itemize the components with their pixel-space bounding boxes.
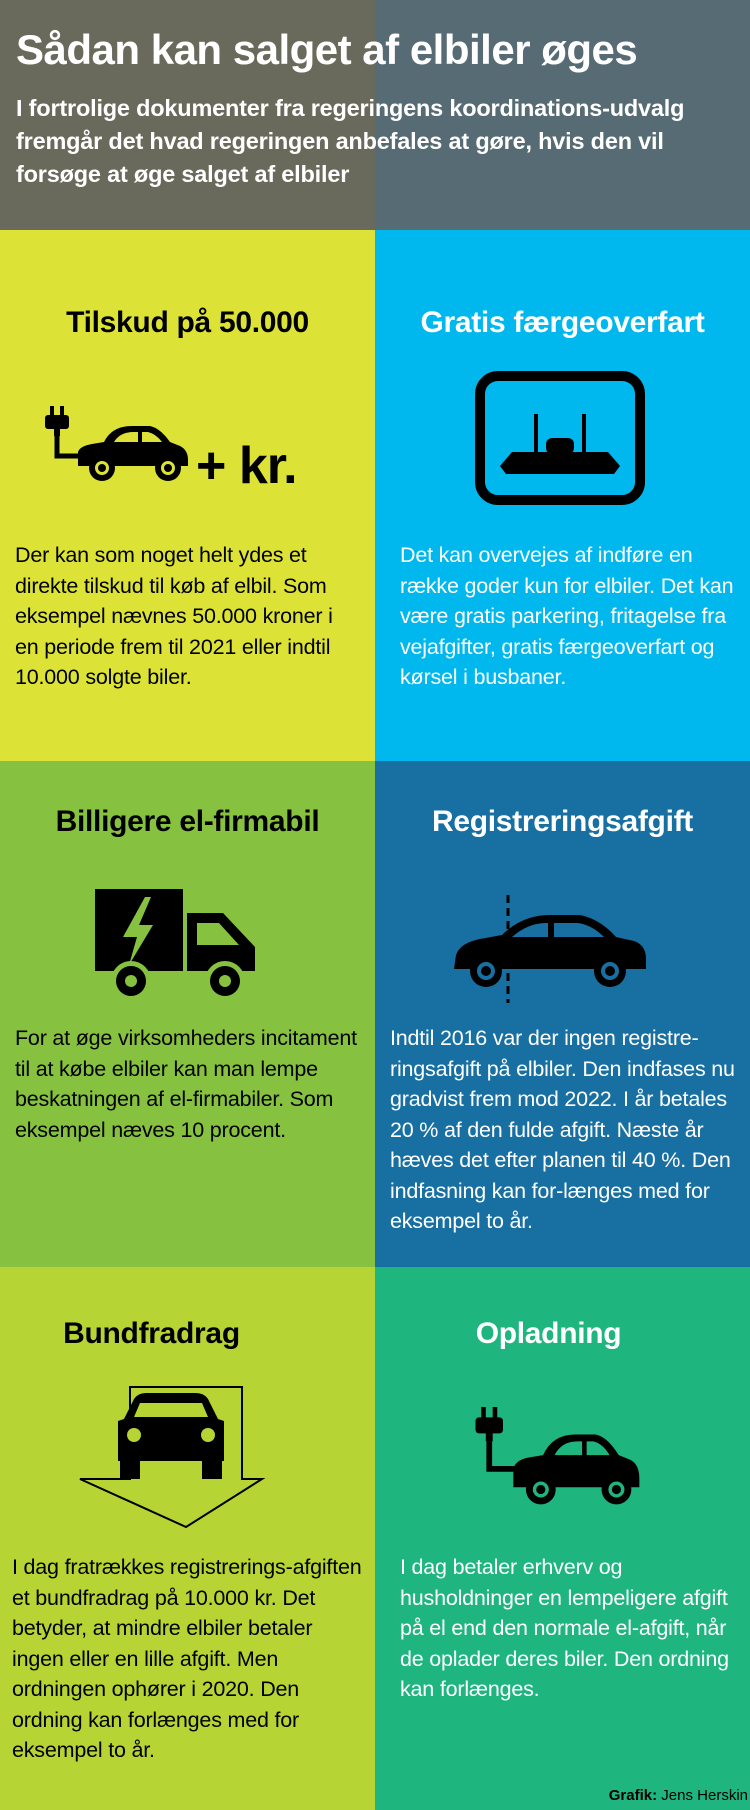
panel-title: Tilskud på 50.000 — [66, 306, 309, 339]
panel-gratis-faergeoverfart — [375, 230, 750, 761]
panel-title: Opladning — [475, 1317, 622, 1350]
icon-text: + kr. — [196, 437, 297, 495]
panel-title: Billigere el-firmabil — [55, 805, 320, 838]
panel-text: Indtil 2016 var der ingen registre-ringsafgift på elbiler. Den indfases nu gradvist frem mod 2022. I år betales 20 % af den fulde afgift. Næste år hæves det efter planen til 40 %. Den indfasning kan for-længes med for eksempel to år. — [390, 1026, 735, 1233]
credit-label: Grafik: — [608, 1787, 658, 1804]
ferry-icon — [474, 370, 646, 515]
electric-truck-icon — [95, 887, 257, 1008]
header — [0, 0, 750, 230]
panel-text: I dag betaler erhverv og husholdninger en lempeligere afgift på el end den normale el-afgift, når de oplader deres biler. Den ordning kan forlænges. — [400, 1555, 729, 1701]
panel-title: Gratis færgeoverfart — [420, 306, 705, 339]
panel-billigere-el-firmabil — [0, 761, 375, 1267]
car-down-arrow-icon — [76, 1385, 266, 1536]
panel-registreringsafgift — [375, 761, 750, 1267]
panel-opladning — [375, 1267, 750, 1810]
credit — [609, 1787, 748, 1804]
panel-text: Der kan som noget helt ydes et direkte tilskud til køb af elbil. Som eksempel nævnes 50.000 kroner i en periode frem til 2021 eller indtil 10.000 solgte biler. — [15, 543, 333, 689]
page-subtitle: I fortrolige dokumenter fra regeringens koordinations-udvalg fremgår det hvad regeringen anbefales at gøre, hvis den vil forsøge at øge salget af elbiler — [16, 95, 685, 187]
panel-tilskud — [0, 230, 375, 761]
panel-text: For at øge virksomheders incitament til at købe elbiler kan man lempe beskatningen af el-firmabiler. Som eksempel næves 10 procent. — [15, 1026, 357, 1142]
panel-title: Bundfradrag — [63, 1317, 240, 1350]
ev-plug-car-icon — [42, 406, 192, 491]
page-title: Sådan kan salget af elbiler øges — [16, 26, 638, 73]
panel-text: Det kan overvejes af indføre en række goder kun for elbiler. Det kan være gratis parkering, fritagelse fra vejafgifter, gratis færgeoverfart og kørsel i busbaner. — [400, 543, 734, 689]
panel-bundfradrag — [0, 1267, 375, 1810]
ev-plug-car-icon — [472, 1407, 644, 1522]
panel-title: Registreringsafgift — [431, 805, 693, 838]
car-divided-icon — [450, 893, 650, 1008]
panel-text: I dag fratrækkes registrerings-afgiften et bundfradrag på 10.000 kr. Det betyder, at mindre elbiler betaler ingen eller en lille afgift. Men ordningen ophører i 2020. Den ordning kan forlænges med for eksempel to år. — [12, 1555, 362, 1762]
credit-name: Jens Herskin — [661, 1787, 748, 1804]
